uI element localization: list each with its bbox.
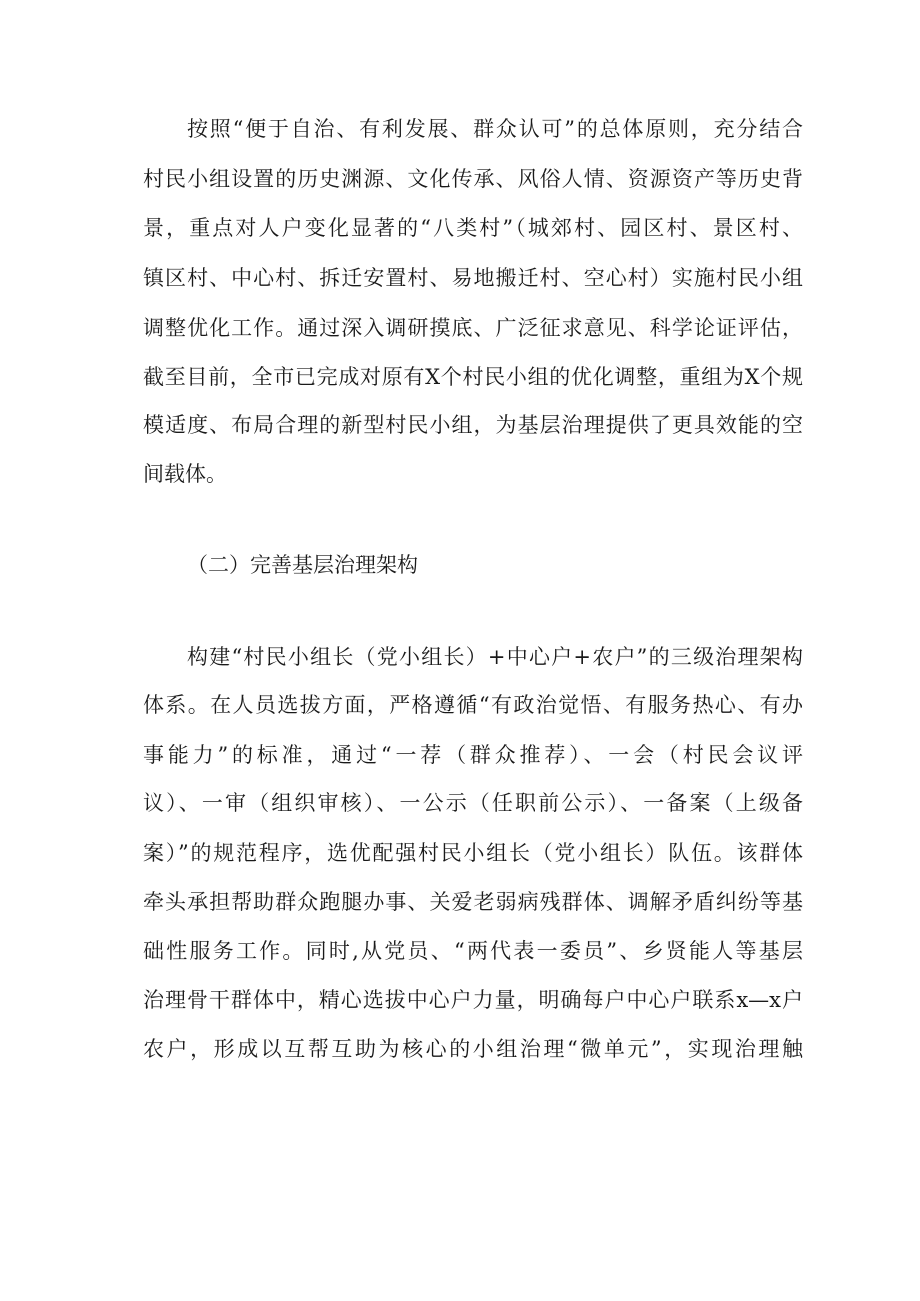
paragraph-1-line-8: 间载体。: [143, 462, 227, 486]
paragraph-2-line-6: 牵头承担帮助群众跑腿办事、关爱老弱病残群体、调解矛盾纠纷等基: [143, 890, 803, 914]
paragraph-2-line-7: 础性服务工作。同时,从党员、“两代表一委员”、乡贤能人等基层: [143, 939, 803, 963]
section-heading: （二）完善基层治理架构: [187, 553, 418, 577]
paragraph-2-line-3: 事能力”的标准，通过“一荐（群众推荐）、一会（村民会议评: [143, 743, 803, 767]
paragraph-2-line-5: 案）”的规范程序，选优配强村民小组长（党小组长）队伍。该群体: [143, 841, 803, 865]
paragraph-2-line-2: 体系。在人员选拔方面，严格遵循“有政治觉悟、有服务热心、有办: [143, 693, 803, 717]
paragraph-2-line-8: 治理骨干群体中，精心选拔中心户力量，明确每户中心户联系x—x户: [143, 988, 803, 1012]
paragraph-1-line-5: 调整优化工作。通过深入调研摸底、广泛征求意见、科学论证评估，: [143, 316, 803, 340]
paragraph-1-line-3: 景，重点对人户变化显著的“八类村”（城郊村、园区村、景区村、: [143, 216, 803, 240]
paragraph-1-line-2: 村民小组设置的历史渊源、文化传承、风俗人情、资源资产等历史背: [143, 167, 803, 191]
paragraph-2-line-9: 农户，形成以互帮互助为核心的小组治理“微单元”，实现治理触: [143, 1037, 803, 1061]
paragraph-1-line-7: 模适度、布局合理的新型村民小组，为基层治理提供了更具效能的空: [143, 413, 803, 437]
paragraph-2-line-1: 构建“村民小组长（党小组长）+中心户+农户”的三级治理架构: [187, 645, 803, 669]
paragraph-2-line-4: 议）、一审（组织审核）、一公示（任职前公示）、一备案（上级备: [143, 791, 803, 815]
paragraph-1-line-4: 镇区村、中心村、拆迁安置村、易地搬迁村、空心村）实施村民小组: [143, 266, 803, 290]
paragraph-1-line-6: 截至目前，全市已完成对原有X个村民小组的优化调整，重组为X个规: [143, 365, 803, 389]
paragraph-1-line-1: 按照“便于自治、有利发展、群众认可”的总体原则，充分结合: [187, 117, 803, 141]
